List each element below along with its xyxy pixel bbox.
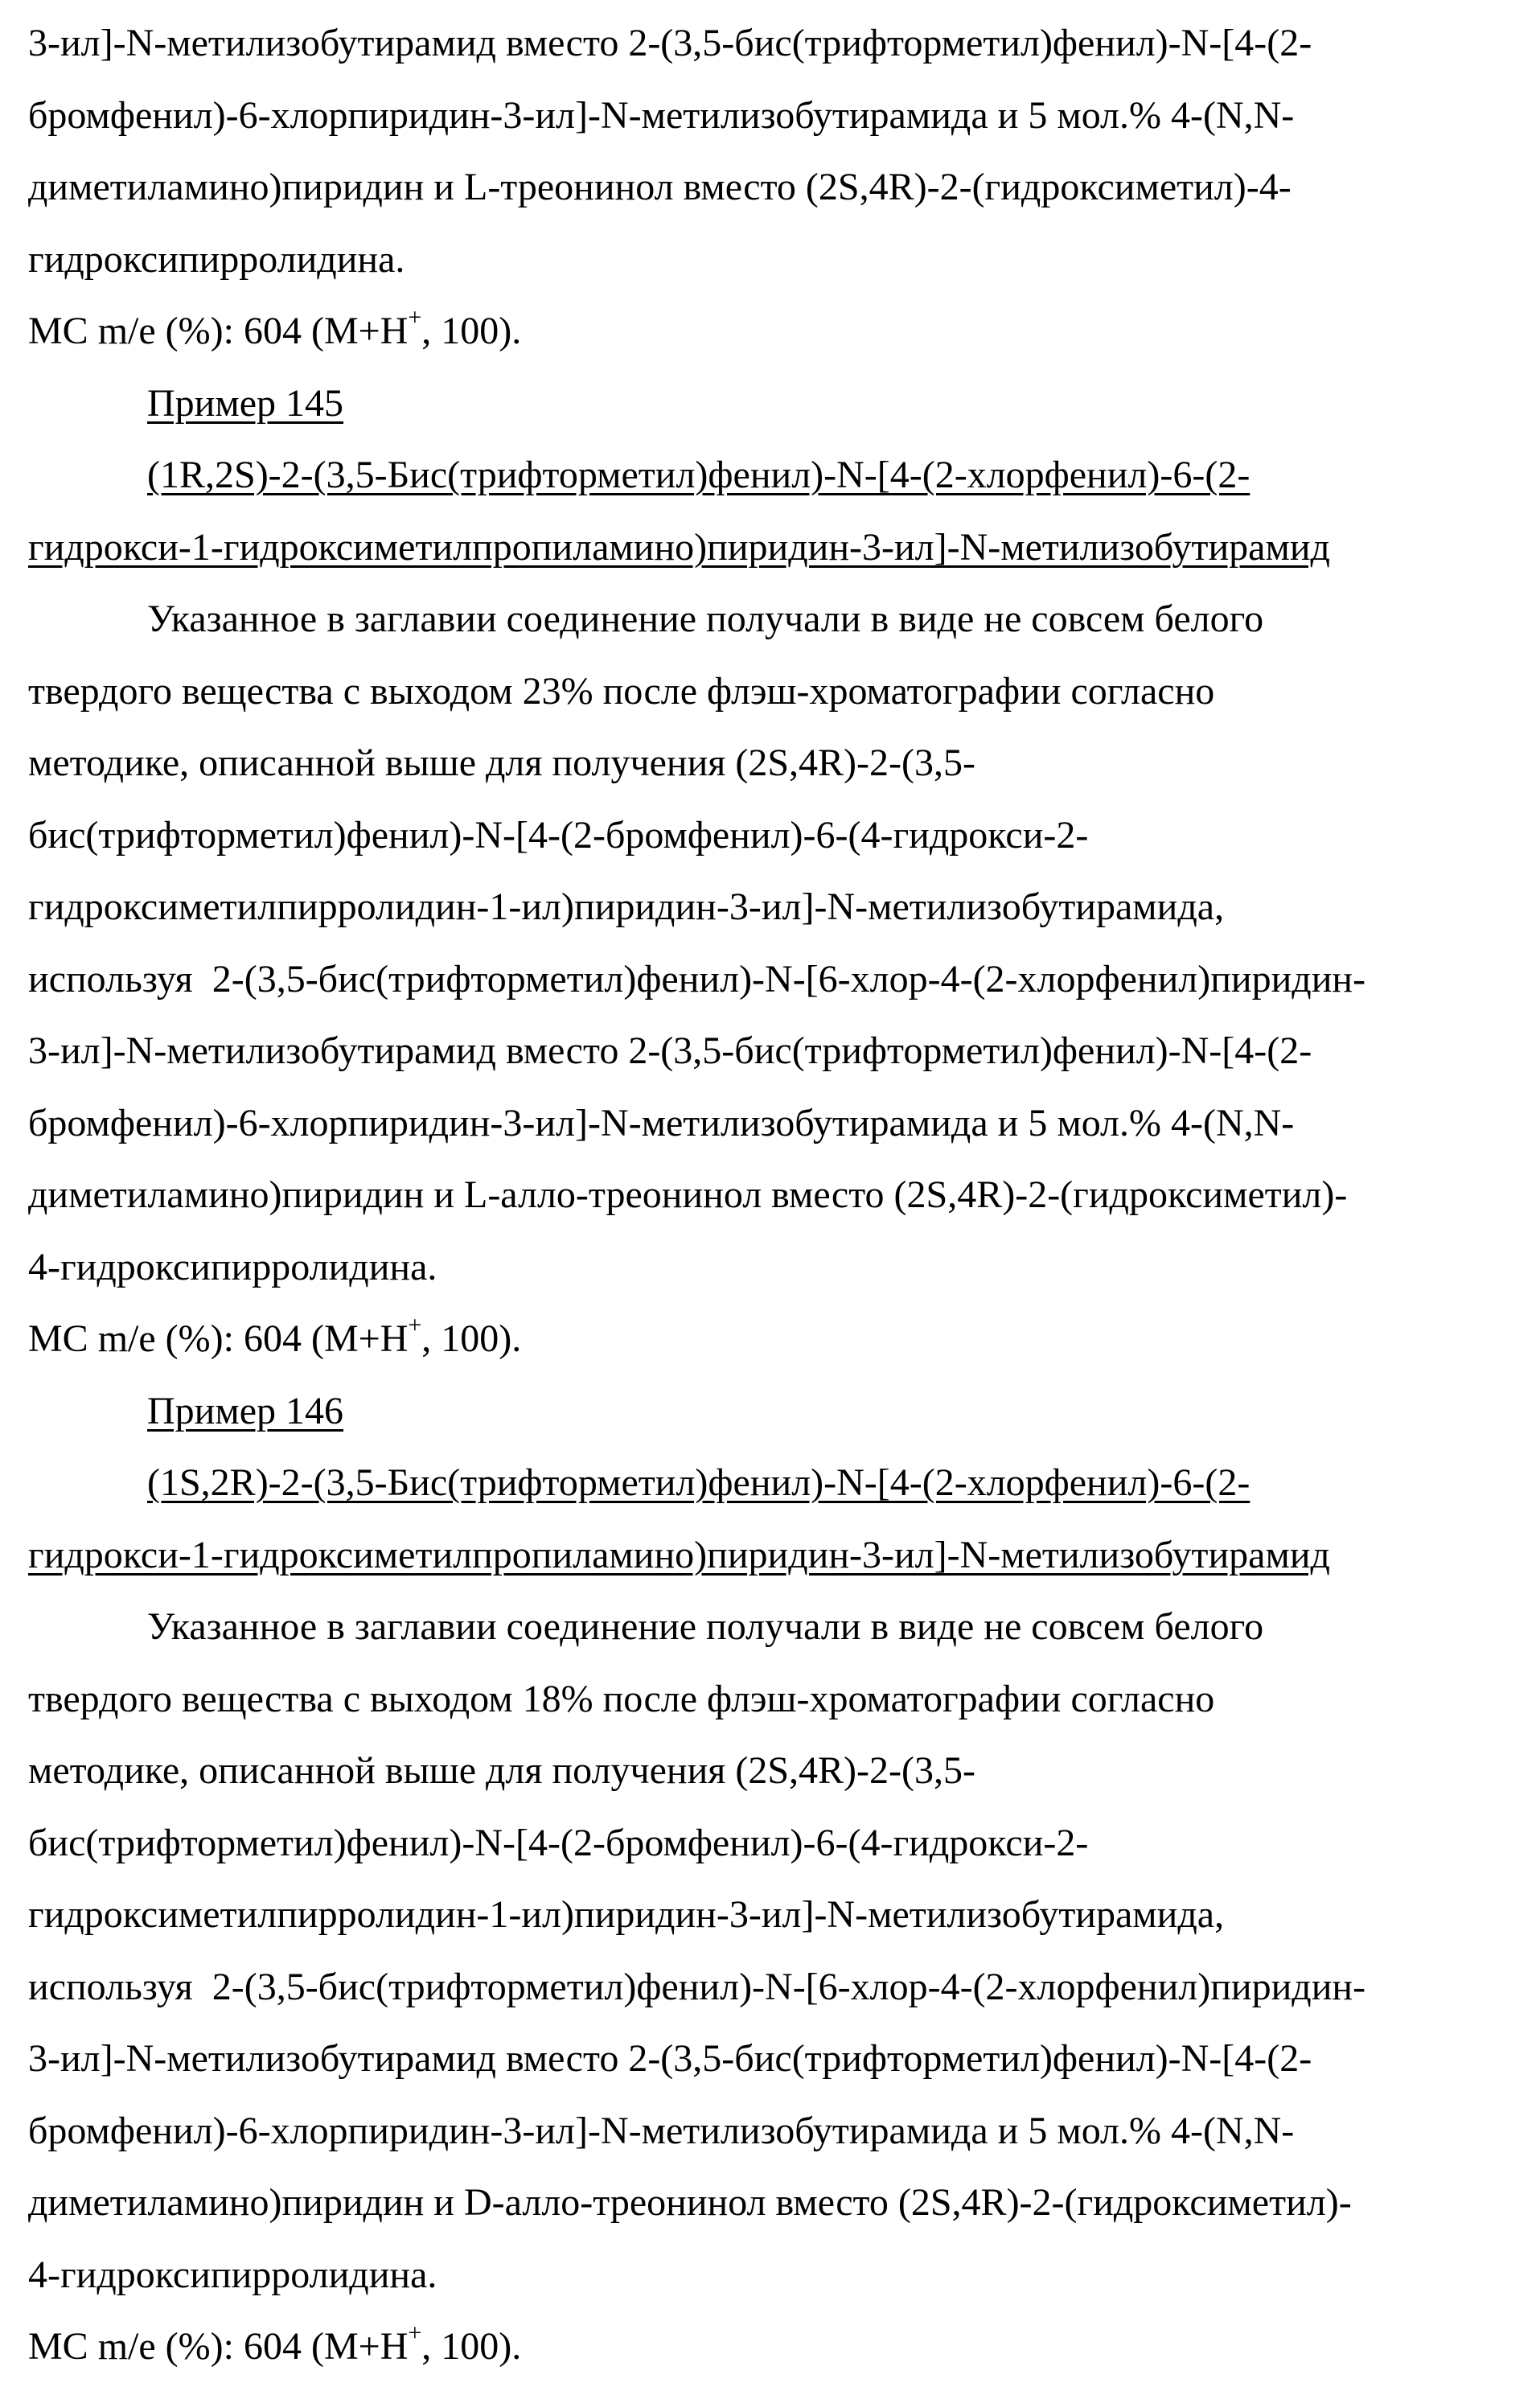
body-line: 3-ил]-N-метилизобутирамид вместо 2-(3,5-бис(трифторметил)фенил)-N-[4-(2- [28, 2037, 1312, 2080]
body-line: 4-гидроксипирролидина. [28, 2253, 437, 2296]
ms-prefix: МС m/e (%): 604 (M+H [28, 310, 409, 352]
body-line: бромфенил)-6-хлорпиридин-3-ил]-N-метилизобутирамида и 5 мол.% 4-(N,N- [28, 2109, 1295, 2152]
compound-title-text: гидрокси-1-гидроксиметилпропиламино)пиридин-3-ил]-N-метилизобутирамид [28, 1533, 1330, 1576]
compound-title-text: (1R,2S)-2-(3,5-Бис(трифторметил)фенил)-N-[4-(2-хлорфенил)-6-(2- [147, 454, 1250, 496]
text-line: гидроксипирролидина. [28, 237, 405, 281]
ms-charge-superscript: + [408, 1312, 422, 1338]
example-heading-text: Пример 145 [147, 381, 344, 425]
text-line: 3-ил]-N-метилизобутирамид вместо 2-(3,5-бис(трифторметил)фенил)-N-[4-(2- [28, 22, 1312, 64]
ms-data-line [0, 295, 1540, 368]
compound-title-text: (1S,2R)-2-(3,5-Бис(трифторметил)фенил)-N-[4-(2-хлорфенил)-6-(2- [147, 1461, 1250, 1504]
body-line: твердого вещества с выходом 23% после флэш-хроматографии согласно [28, 669, 1215, 713]
body-line: диметиламино)пиридин и D-алло-треонинол вместо (2S,4R)-2-(гидроксиметил)- [28, 2181, 1352, 2224]
body-line: 3-ил]-N-метилизобутирамид вместо 2-(3,5-бис(трифторметил)фенил)-N-[4-(2- [28, 1029, 1312, 1072]
body-line: бромфенил)-6-хлорпиридин-3-ил]-N-метилизобутирамида и 5 мол.% 4-(N,N- [28, 1101, 1295, 1144]
ms-data-line [0, 1303, 1540, 1375]
compound-title-line [0, 439, 1540, 512]
body-line: Указанное в заглавии соединение получали в виде не совсем белого [147, 598, 1264, 640]
example-heading [0, 368, 1540, 440]
compound-title-line [0, 1447, 1540, 1519]
body-line: твердого вещества с выходом 18% после флэш-хроматографии согласно [28, 1677, 1215, 1720]
body-line: используя 2-(3,5-бис(трифторметил)фенил)-N-[6-хлор-4-(2-хлорфенил)пиридин- [28, 1965, 1366, 2008]
compound-title-text: гидрокси-1-гидроксиметилпропиламино)пиридин-3-ил]-N-метилизобутирамид [28, 525, 1330, 569]
body-line: гидроксиметилпирролидин-1-ил)пиридин-3-ил]-N-метилизобутирамида, [28, 885, 1225, 928]
body-line: используя 2-(3,5-бис(трифторметил)фенил)-N-[6-хлор-4-(2-хлорфенил)пиридин- [28, 957, 1366, 1000]
body-line: бис(трифторметил)фенил)-N-[4-(2-бромфенил)-6-(4-гидрокси-2- [28, 1821, 1089, 1864]
text-line: диметиламино)пиридин и L-треонинол вместо (2S,4R)-2-(гидроксиметил)-4- [28, 166, 1292, 208]
body-line: бис(трифторметил)фенил)-N-[4-(2-бромфенил)-6-(4-гидрокси-2- [28, 813, 1089, 857]
example-heading-text: Пример 146 [147, 1389, 344, 1432]
ms-charge-superscript: + [408, 304, 422, 331]
ms-suffix: , 100). [421, 1317, 522, 1360]
text-line: бромфенил)-6-хлорпиридин-3-ил]-N-метилизобутирамида и 5 мол.% 4-(N,N- [28, 93, 1295, 137]
body-line: Указанное в заглавии соединение получали в виде не совсем белого [147, 1605, 1264, 1648]
body-line: методике, описанной выше для получения (2S,4R)-2-(3,5- [28, 742, 975, 784]
compound-title-line [0, 1519, 1540, 1592]
body-line: диметиламино)пиридин и L-алло-треонинол вместо (2S,4R)-2-(гидроксиметил)- [28, 1173, 1348, 1216]
body-line: методике, описанной выше для получения (2S,4R)-2-(3,5- [28, 1749, 975, 1792]
ms-suffix: , 100). [421, 310, 522, 352]
compound-title-line [0, 512, 1540, 584]
ms-data-line [0, 2311, 1540, 2383]
ms-prefix: МС m/e (%): 604 (M+H [28, 2325, 409, 2368]
body-line: гидроксиметилпирролидин-1-ил)пиридин-3-ил]-N-метилизобутирамида, [28, 1893, 1225, 1936]
ms-prefix: МС m/e (%): 604 (M+H [28, 1317, 409, 1360]
ms-suffix: , 100). [421, 2325, 522, 2368]
ms-charge-superscript: + [408, 2319, 422, 2346]
example-heading [0, 1375, 1540, 1448]
body-line: 4-гидроксипирролидина. [28, 1245, 437, 1288]
